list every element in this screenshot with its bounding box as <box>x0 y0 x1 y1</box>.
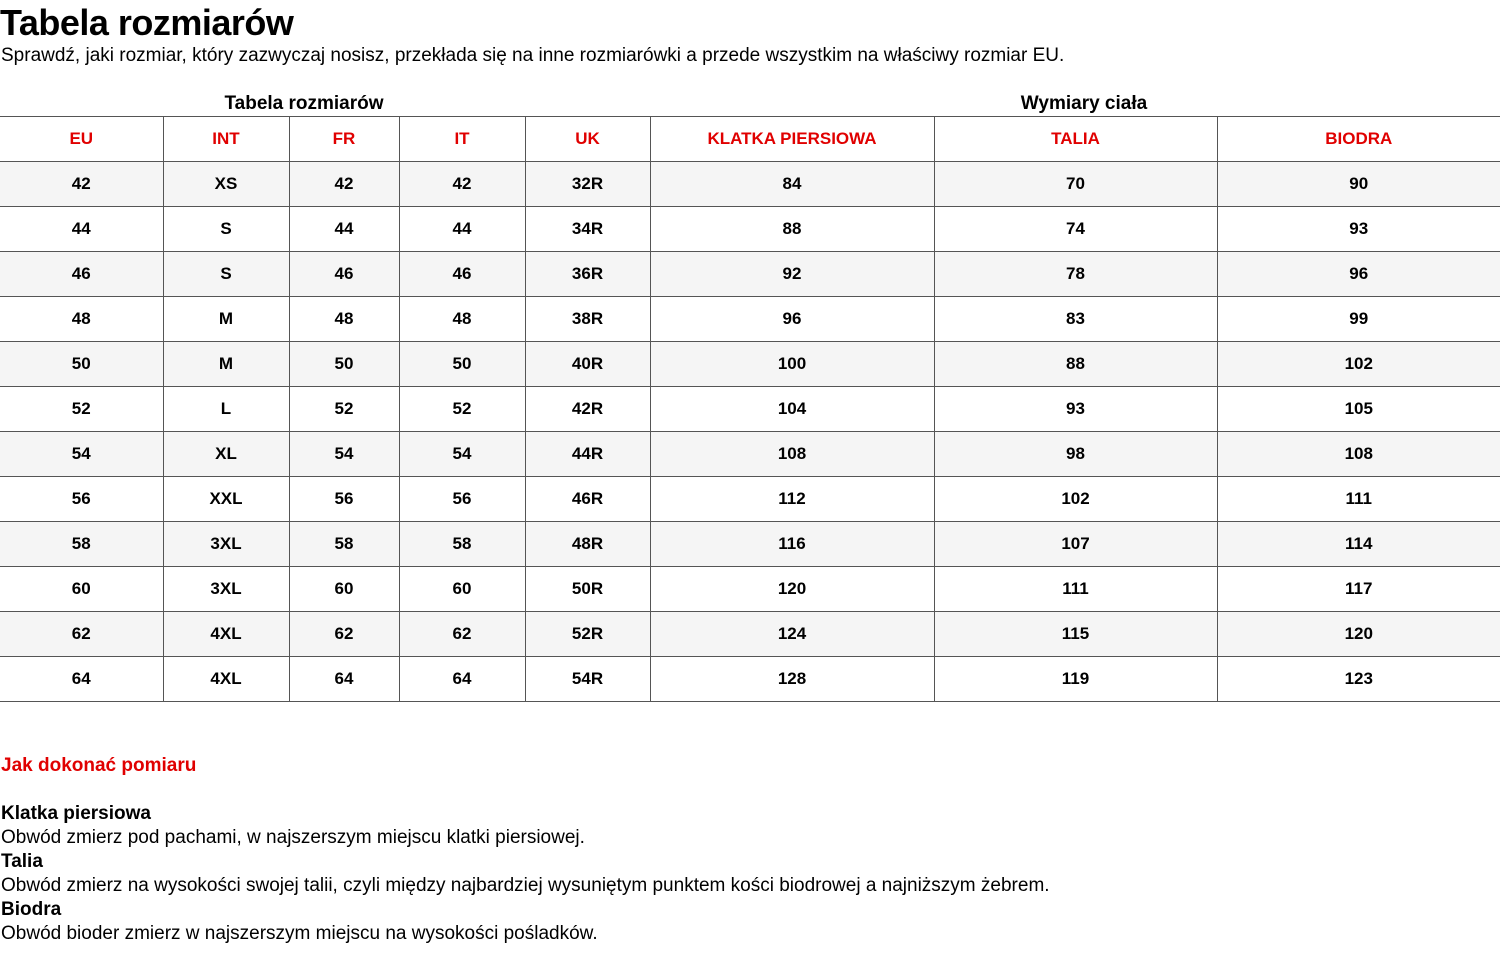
cell-fr: 42 <box>289 162 399 207</box>
col-header-it: IT <box>399 117 525 162</box>
measure-item-title: Biodra <box>1 899 62 920</box>
measure-item-desc: Obwód zmierz na wysokości swojej talii, czyli między najbardziej wysuniętym punktem kości biodrowej a najniższym żebrem. <box>1 875 1050 896</box>
cell-hips: 90 <box>1217 162 1500 207</box>
cell-waist: 102 <box>934 477 1217 522</box>
cell-int: M <box>163 297 289 342</box>
cell-int: XXL <box>163 477 289 522</box>
size-table <box>0 116 1500 702</box>
how-to-measure-title: Jak dokonać pomiaru <box>1 755 197 776</box>
cell-int: L <box>163 387 289 432</box>
cell-hips: 93 <box>1217 207 1500 252</box>
cell-chest: 116 <box>650 522 934 567</box>
cell-int: M <box>163 342 289 387</box>
table-row <box>0 612 1500 657</box>
cell-it: 52 <box>399 387 525 432</box>
cell-chest: 88 <box>650 207 934 252</box>
cell-int: S <box>163 252 289 297</box>
cell-uk: 52R <box>525 612 650 657</box>
cell-waist: 107 <box>934 522 1217 567</box>
cell-waist: 98 <box>934 432 1217 477</box>
cell-uk: 46R <box>525 477 650 522</box>
page-title: Tabela rozmiarów <box>0 2 294 43</box>
cell-eu: 56 <box>0 477 163 522</box>
cell-int: 3XL <box>163 567 289 612</box>
cell-uk: 40R <box>525 342 650 387</box>
measure-item-waist <box>1 850 1491 898</box>
cell-fr: 46 <box>289 252 399 297</box>
measure-item-title: Talia <box>1 851 43 872</box>
cell-it: 50 <box>399 342 525 387</box>
cell-hips: 102 <box>1217 342 1500 387</box>
group-label-body-measurements: Wymiary ciała <box>1020 93 1148 114</box>
intro-text: Sprawdź, jaki rozmiar, który zazwyczaj nosisz, przekłada się na inne rozmiarówki a przede wszystkim na właściwy rozmiar EU. <box>1 45 1065 66</box>
cell-waist: 74 <box>934 207 1217 252</box>
cell-it: 46 <box>399 252 525 297</box>
measurement-instructions <box>1 802 1491 946</box>
cell-fr: 64 <box>289 657 399 702</box>
cell-it: 48 <box>399 297 525 342</box>
cell-eu: 58 <box>0 522 163 567</box>
cell-chest: 128 <box>650 657 934 702</box>
cell-hips: 99 <box>1217 297 1500 342</box>
col-header-fr: FR <box>289 117 399 162</box>
measure-item-chest <box>1 802 1491 850</box>
cell-fr: 54 <box>289 432 399 477</box>
table-row <box>0 432 1500 477</box>
cell-uk: 42R <box>525 387 650 432</box>
cell-fr: 52 <box>289 387 399 432</box>
cell-fr: 56 <box>289 477 399 522</box>
cell-uk: 34R <box>525 207 650 252</box>
cell-eu: 54 <box>0 432 163 477</box>
cell-int: XL <box>163 432 289 477</box>
cell-it: 62 <box>399 612 525 657</box>
measure-item-hips <box>1 898 1491 946</box>
cell-waist: 115 <box>934 612 1217 657</box>
cell-it: 58 <box>399 522 525 567</box>
cell-it: 54 <box>399 432 525 477</box>
cell-uk: 54R <box>525 657 650 702</box>
cell-fr: 60 <box>289 567 399 612</box>
cell-int: 4XL <box>163 612 289 657</box>
cell-fr: 58 <box>289 522 399 567</box>
cell-hips: 117 <box>1217 567 1500 612</box>
cell-waist: 70 <box>934 162 1217 207</box>
measure-item-title: Klatka piersiowa <box>1 803 151 824</box>
cell-it: 60 <box>399 567 525 612</box>
cell-fr: 48 <box>289 297 399 342</box>
cell-eu: 50 <box>0 342 163 387</box>
cell-uk: 32R <box>525 162 650 207</box>
cell-chest: 100 <box>650 342 934 387</box>
cell-chest: 120 <box>650 567 934 612</box>
cell-eu: 48 <box>0 297 163 342</box>
table-row <box>0 522 1500 567</box>
cell-eu: 64 <box>0 657 163 702</box>
cell-hips: 123 <box>1217 657 1500 702</box>
measure-item-desc: Obwód zmierz pod pachami, w najszerszym miejscu klatki piersiowej. <box>1 827 585 848</box>
cell-eu: 44 <box>0 207 163 252</box>
cell-it: 42 <box>399 162 525 207</box>
col-header-waist: TALIA <box>934 117 1217 162</box>
cell-hips: 114 <box>1217 522 1500 567</box>
cell-it: 44 <box>399 207 525 252</box>
col-header-uk: UK <box>525 117 650 162</box>
table-row <box>0 297 1500 342</box>
cell-waist: 93 <box>934 387 1217 432</box>
cell-uk: 48R <box>525 522 650 567</box>
cell-fr: 44 <box>289 207 399 252</box>
col-header-int: INT <box>163 117 289 162</box>
cell-chest: 84 <box>650 162 934 207</box>
cell-int: XS <box>163 162 289 207</box>
cell-uk: 44R <box>525 432 650 477</box>
cell-chest: 112 <box>650 477 934 522</box>
cell-chest: 124 <box>650 612 934 657</box>
cell-waist: 111 <box>934 567 1217 612</box>
table-row <box>0 387 1500 432</box>
col-header-eu: EU <box>0 117 163 162</box>
cell-hips: 108 <box>1217 432 1500 477</box>
cell-chest: 104 <box>650 387 934 432</box>
cell-waist: 119 <box>934 657 1217 702</box>
cell-chest: 92 <box>650 252 934 297</box>
cell-fr: 62 <box>289 612 399 657</box>
table-row <box>0 162 1500 207</box>
cell-eu: 52 <box>0 387 163 432</box>
table-row <box>0 567 1500 612</box>
cell-it: 56 <box>399 477 525 522</box>
measure-item-desc: Obwód bioder zmierz w najszerszym miejscu na wysokości pośladków. <box>1 923 598 944</box>
cell-hips: 120 <box>1217 612 1500 657</box>
table-row <box>0 207 1500 252</box>
cell-hips: 111 <box>1217 477 1500 522</box>
table-header-row <box>0 117 1500 162</box>
cell-chest: 108 <box>650 432 934 477</box>
cell-waist: 78 <box>934 252 1217 297</box>
cell-int: 4XL <box>163 657 289 702</box>
col-header-chest: KLATKA PIERSIOWA <box>650 117 934 162</box>
cell-waist: 88 <box>934 342 1217 387</box>
cell-uk: 36R <box>525 252 650 297</box>
table-row <box>0 477 1500 522</box>
cell-fr: 50 <box>289 342 399 387</box>
cell-hips: 96 <box>1217 252 1500 297</box>
cell-int: 3XL <box>163 522 289 567</box>
table-row <box>0 252 1500 297</box>
cell-eu: 42 <box>0 162 163 207</box>
cell-int: S <box>163 207 289 252</box>
cell-chest: 96 <box>650 297 934 342</box>
cell-uk: 38R <box>525 297 650 342</box>
col-header-hips: BIODRA <box>1217 117 1500 162</box>
table-row <box>0 342 1500 387</box>
cell-eu: 46 <box>0 252 163 297</box>
table-row <box>0 657 1500 702</box>
cell-eu: 60 <box>0 567 163 612</box>
cell-uk: 50R <box>525 567 650 612</box>
cell-hips: 105 <box>1217 387 1500 432</box>
cell-waist: 83 <box>934 297 1217 342</box>
cell-eu: 62 <box>0 612 163 657</box>
group-label-size-table: Tabela rozmiarów <box>224 93 384 114</box>
cell-it: 64 <box>399 657 525 702</box>
